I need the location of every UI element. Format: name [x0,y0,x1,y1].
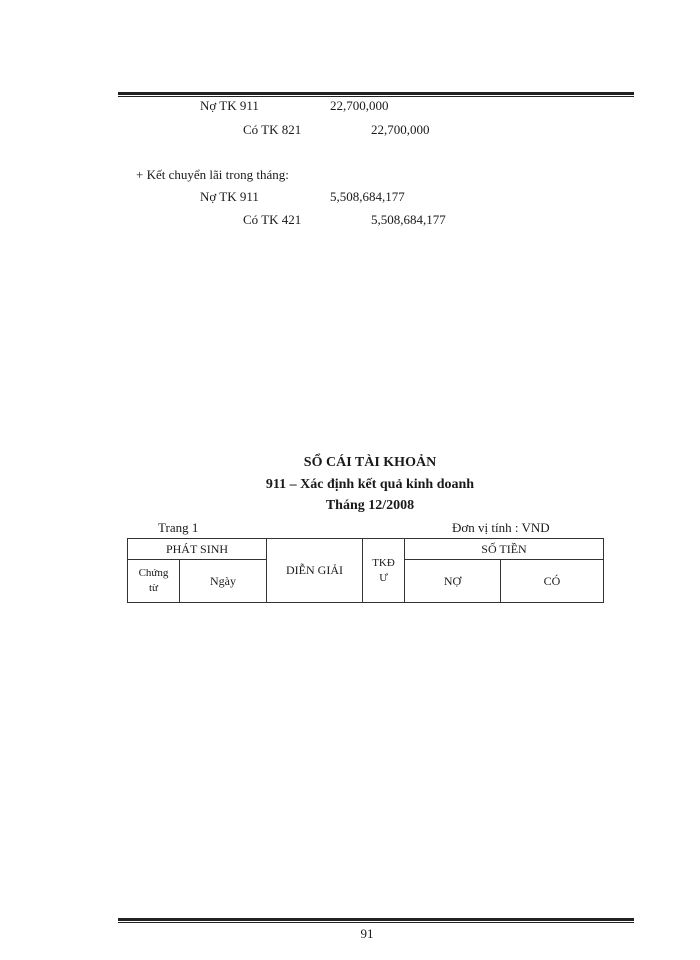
header-so-tien: SỐ TIỀN [405,539,604,560]
unit-label: Đơn vị tính : VND [452,520,550,535]
header-phat-sinh: PHÁT SINH [128,539,267,560]
page-label: Trang 1 [158,520,199,535]
entry1-credit-account: Có TK 821 [243,122,302,137]
entry2-heading: + Kết chuyển lãi trong tháng: [136,167,289,182]
header-ngay: Ngày [180,560,267,603]
footer-rule [118,918,634,923]
ledger-subtitle: 911 – Xác định kết quả kinh doanh [265,477,475,492]
entry2-credit-amount: 5,508,684,177 [371,212,446,227]
entry1-credit-amount: 22,700,000 [371,122,430,137]
entry1-debit-account: Nợ TK 911 [200,98,259,113]
entry1-debit-amount: 22,700,000 [330,98,389,113]
page-number: 91 [360,926,374,941]
header-dien-giai: DIỄN GIẢI [267,539,363,603]
ledger-table [127,538,604,603]
entry2-debit-amount: 5,508,684,177 [330,189,405,204]
entry2-credit-account: Có TK 421 [243,212,302,227]
entry2-debit-account: Nợ TK 911 [200,189,259,204]
header-no: NỢ [405,560,501,603]
ledger-title: SỔ CÁI TÀI KHOẢN [303,455,437,470]
header-chung-tu: Chứng từ [128,560,180,603]
header-co: CÓ [501,560,604,603]
ledger-period: Tháng 12/2008 [325,498,415,513]
header-rule [118,92,634,97]
header-tkdu: TKĐ Ư [363,539,405,603]
